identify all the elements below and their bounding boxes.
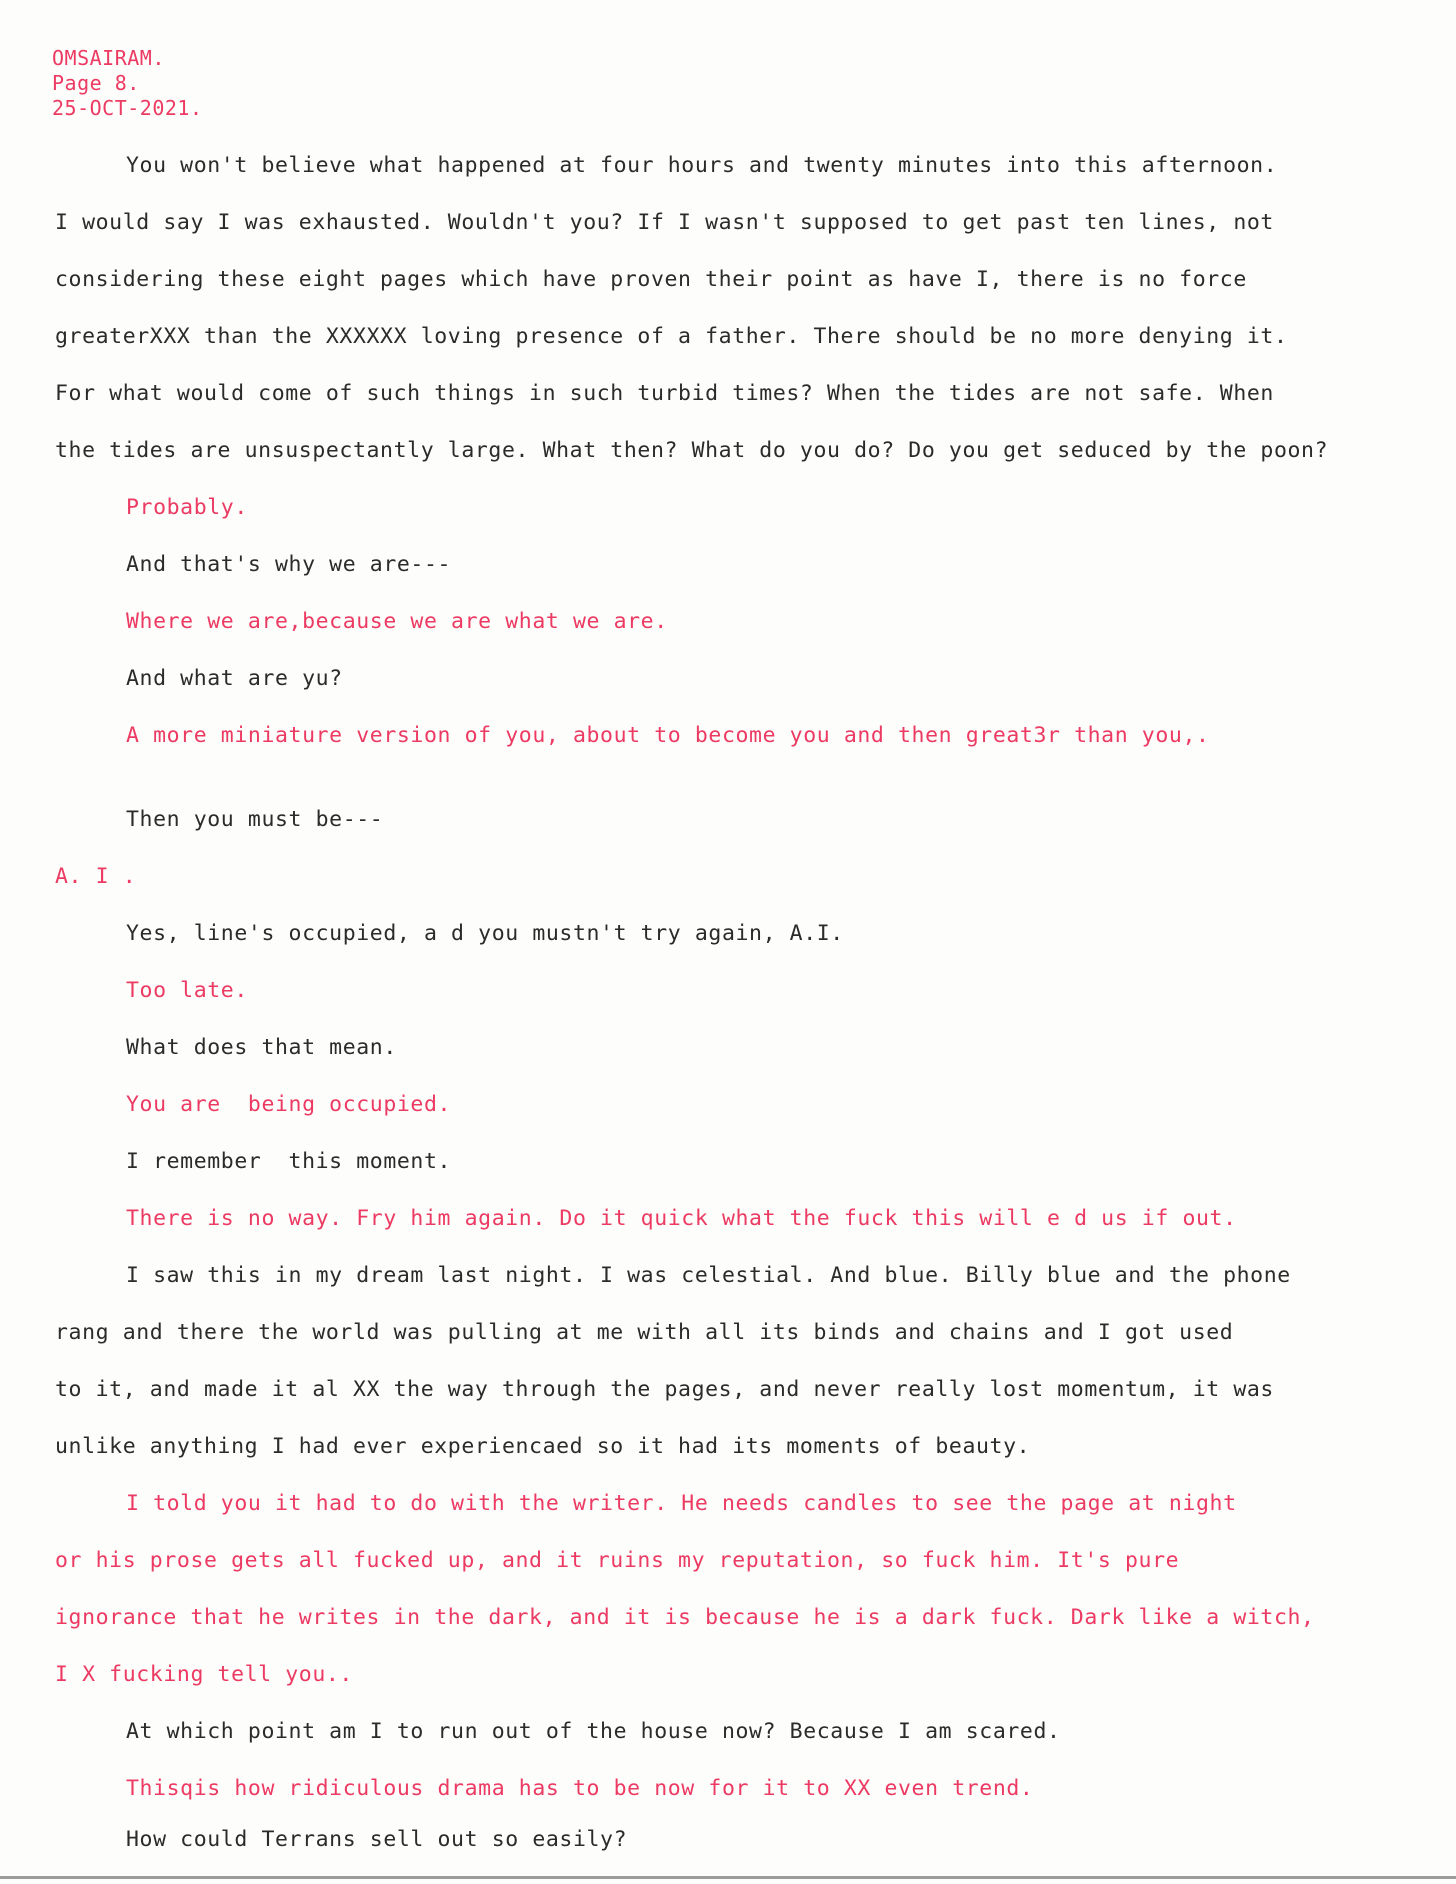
- text-line: Probably.: [126, 495, 248, 520]
- text-line: rang and there the world was pulling at me with all its binds and chains and I got used: [55, 1320, 1234, 1345]
- text-line: What does that mean.: [126, 1035, 397, 1060]
- text-line: You are being occupied.: [126, 1092, 452, 1117]
- text-line: Too late.: [126, 978, 248, 1003]
- text-line: At which point am I to run out of the house now? Because I am scared.: [126, 1719, 1061, 1744]
- text-line: I remember this moment.: [126, 1149, 452, 1174]
- text-line: I saw this in my dream last night. I was celestial. And blue. Billy blue and the phone: [126, 1263, 1291, 1288]
- text-line: A more miniature version of you, about to become you and then great3r than you,.: [126, 723, 1210, 748]
- text-line: I would say I was exhausted. Wouldn't you? If I wasn't supposed to get past ten lines, not: [55, 210, 1274, 235]
- text-line: Where we are,because we are what we are.: [126, 609, 668, 634]
- text-line: or his prose gets all fucked up, and it ruins my reputation, so fuck him. It's pure: [55, 1548, 1180, 1573]
- text-line: ignorance that he writes in the dark, and it is because he is a dark fuck. Dark like a witch,: [55, 1605, 1315, 1630]
- text-line: the tides are unsuspectantly large. What then? What do you do? Do you get seduced by the poon?: [55, 438, 1329, 463]
- text-line: to it, and made it al XX the way through the pages, and never really lost momentum, it was: [55, 1377, 1274, 1402]
- text-line: Then you must be---: [126, 807, 384, 832]
- text-line: How could Terrans sell out so easily?: [126, 1827, 628, 1852]
- text-line: And that's why we are---: [126, 552, 452, 577]
- text-line: A. I .: [55, 864, 137, 889]
- text-line: You won't believe what happened at four hours and twenty minutes into this afternoon.: [126, 153, 1278, 178]
- text-line: For what would come of such things in such turbid times? When the tides are not safe. When: [55, 381, 1274, 406]
- header-page-number: Page 8.: [52, 71, 140, 95]
- text-line: I X fucking tell you..: [55, 1662, 353, 1687]
- header-title: OMSAIRAM.: [52, 46, 165, 70]
- text-line: greaterXXX than the XXXXXX loving presence of a father. There should be no more denying it.: [55, 324, 1288, 349]
- page-bottom-edge: [0, 1876, 1456, 1879]
- text-line: There is no way. Fry him again. Do it quick what the fuck this will e d us if out.: [126, 1206, 1237, 1231]
- page-header: [52, 46, 203, 121]
- text-line: Yes, line's occupied, a d you mustn't try again, A.I.: [126, 921, 844, 946]
- text-line: unlike anything I had ever experiencaed so it had its moments of beauty.: [55, 1434, 1031, 1459]
- text-line: I told you it had to do with the writer. He needs candles to see the page at night: [126, 1491, 1237, 1516]
- text-line: Thisqis how ridiculous drama has to be now for it to XX even trend.: [126, 1776, 1034, 1801]
- text-line: And what are yu?: [126, 666, 343, 691]
- text-line: considering these eight pages which have proven their point as have I, there is no force: [55, 267, 1247, 292]
- header-date: 25-OCT-2021.: [52, 96, 203, 120]
